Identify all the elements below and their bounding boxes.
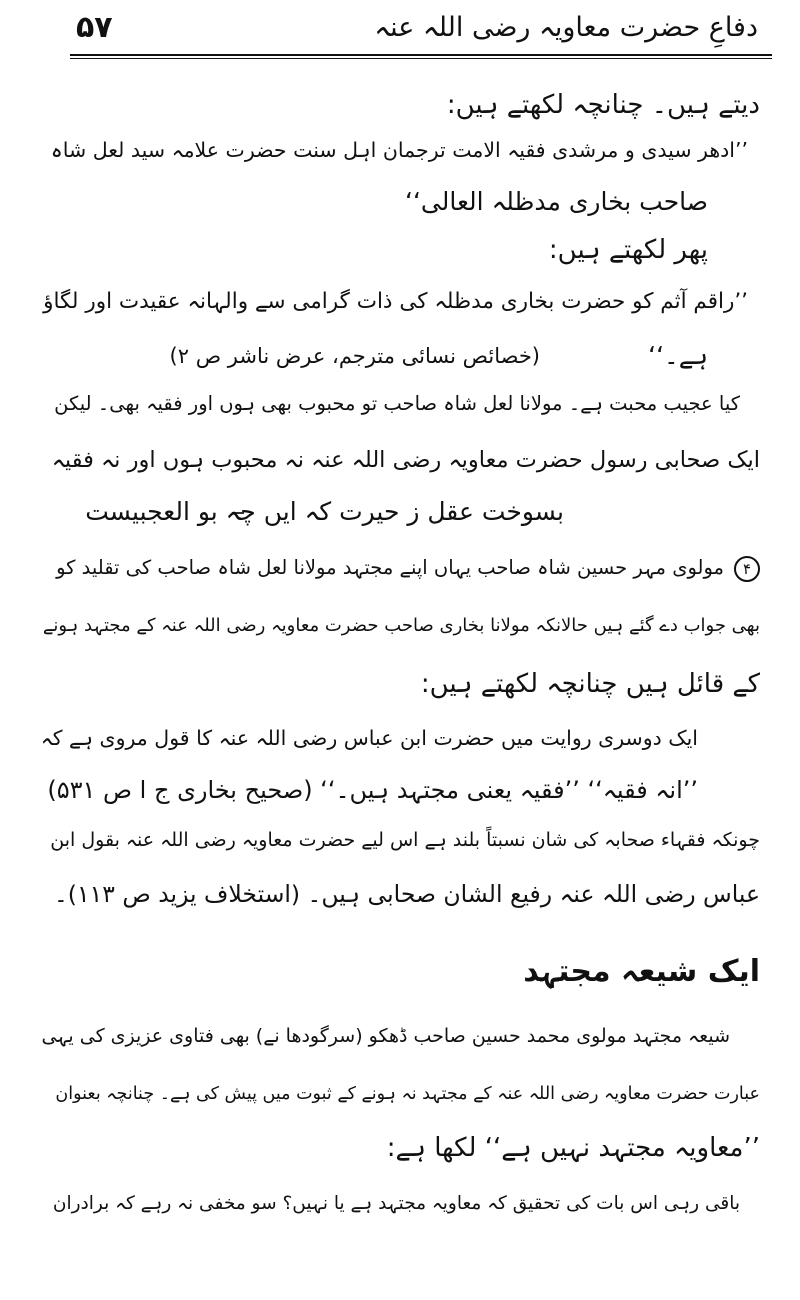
running-title: دفاعِ حضرت معاویہ رضی اللہ عنہ xyxy=(374,12,758,43)
text-line-1: دیتے ہیں۔ چنانچہ لکھتے ہیں: xyxy=(446,90,760,120)
text-line-6: بھی جواب دے گئے ہیں حالانکہ مولانا بخاری صاحب حضرت معاویہ رضی اللہ عنہ کے مجتہد ہونے xyxy=(42,615,760,636)
page-number: ۵۷ xyxy=(76,10,113,45)
citation-1: (خصائص نسائی مترجم، عرض ناشر ص ۲) xyxy=(169,344,540,368)
text-line-9: عبارت حضرت معاویہ رضی اللہ عنہ کے مجتہد نہ ہونے کے ثبوت میں پیش کی ہے۔ چنانچہ بعنوان xyxy=(55,1084,760,1104)
point-number-marker: ۴ xyxy=(734,556,760,582)
header-rule xyxy=(70,54,772,56)
quote-line-2: صاحب بخاری مدظلہ العالی‘‘ xyxy=(405,187,708,216)
quote-line-1: ’’ادھر سیدی و مرشدی فقیہ الامت ترجمان اہل سنت حضرت علامہ سید لعل شاہ xyxy=(50,138,748,162)
text-line-3: کیا عجیب محبت ہے۔ مولانا لعل شاہ صاحب تو محبوب بھی ہوں اور فقیہ بھی۔ لیکن xyxy=(54,392,740,415)
section-heading: ایک شیعہ مجتہد xyxy=(523,954,760,989)
header-rule-thin xyxy=(70,58,772,59)
text-line-10: ’’معاویہ مجتہد نہیں ہے‘‘ لکھا ہے: xyxy=(386,1133,760,1163)
text-line-7: کے قائل ہیں چنانچہ لکھتے ہیں: xyxy=(420,669,760,699)
text-line-2: پھر لکھتے ہیں: xyxy=(548,235,708,265)
quote-line-7: چونکہ فقہاء صحابہ کی شان نسبتاً بلند ہے اس لیے حضرت معاویہ رضی اللہ عنہ بقول ابن xyxy=(50,829,760,851)
quote-line-8: عباس رضی اللہ عنہ رفیع الشان صحابی ہیں۔ (استخلاف یزید ص ۱۱۳)۔ xyxy=(54,880,760,908)
persian-verse: بسوخت عقل ز حیرت کہ ایں چہ بو العجبیست xyxy=(85,497,564,526)
quote-line-5: ایک دوسری روایت میں حضرت ابن عباس رضی اللہ عنہ کا قول مروی ہے کہ xyxy=(40,726,698,750)
text-line-11: باقی رہی اس بات کی تحقیق کہ معاویہ مجتہد ہے یا نہیں؟ سو مخفی نہ رہے کہ برادران xyxy=(52,1193,740,1214)
text-line-5-body: مولوی مہر حسین شاہ صاحب یہاں اپنے مجتہد مولانا لعل شاہ صاحب کی تقلید کو xyxy=(56,556,724,579)
quote-line-6: ’’انہ فقیہ‘‘ ’’فقیہ یعنی مجتہد ہیں۔‘‘ (صحیح بخاری ج ا ص ۵۳۱) xyxy=(47,776,698,804)
text-line-8: شیعہ مجتہد مولوی محمد حسین صاحب ڈھکو (سرگودھا نے) بھی فتاوی عزیزی کی یہی xyxy=(41,1025,730,1047)
quote-line-3: ’’راقم آثم کو حضرت بخاری مدظلہ کی ذات گرامی سے والہانہ عقیدت اور لگاؤ xyxy=(43,289,748,314)
text-line-4: ایک صحابی رسول حضرت معاویہ رضی اللہ عنہ نہ محبوب ہوں اور نہ فقیہ xyxy=(51,447,760,473)
quote-line-4: ہے۔‘‘ xyxy=(648,341,708,370)
text-line-5 xyxy=(56,548,760,588)
